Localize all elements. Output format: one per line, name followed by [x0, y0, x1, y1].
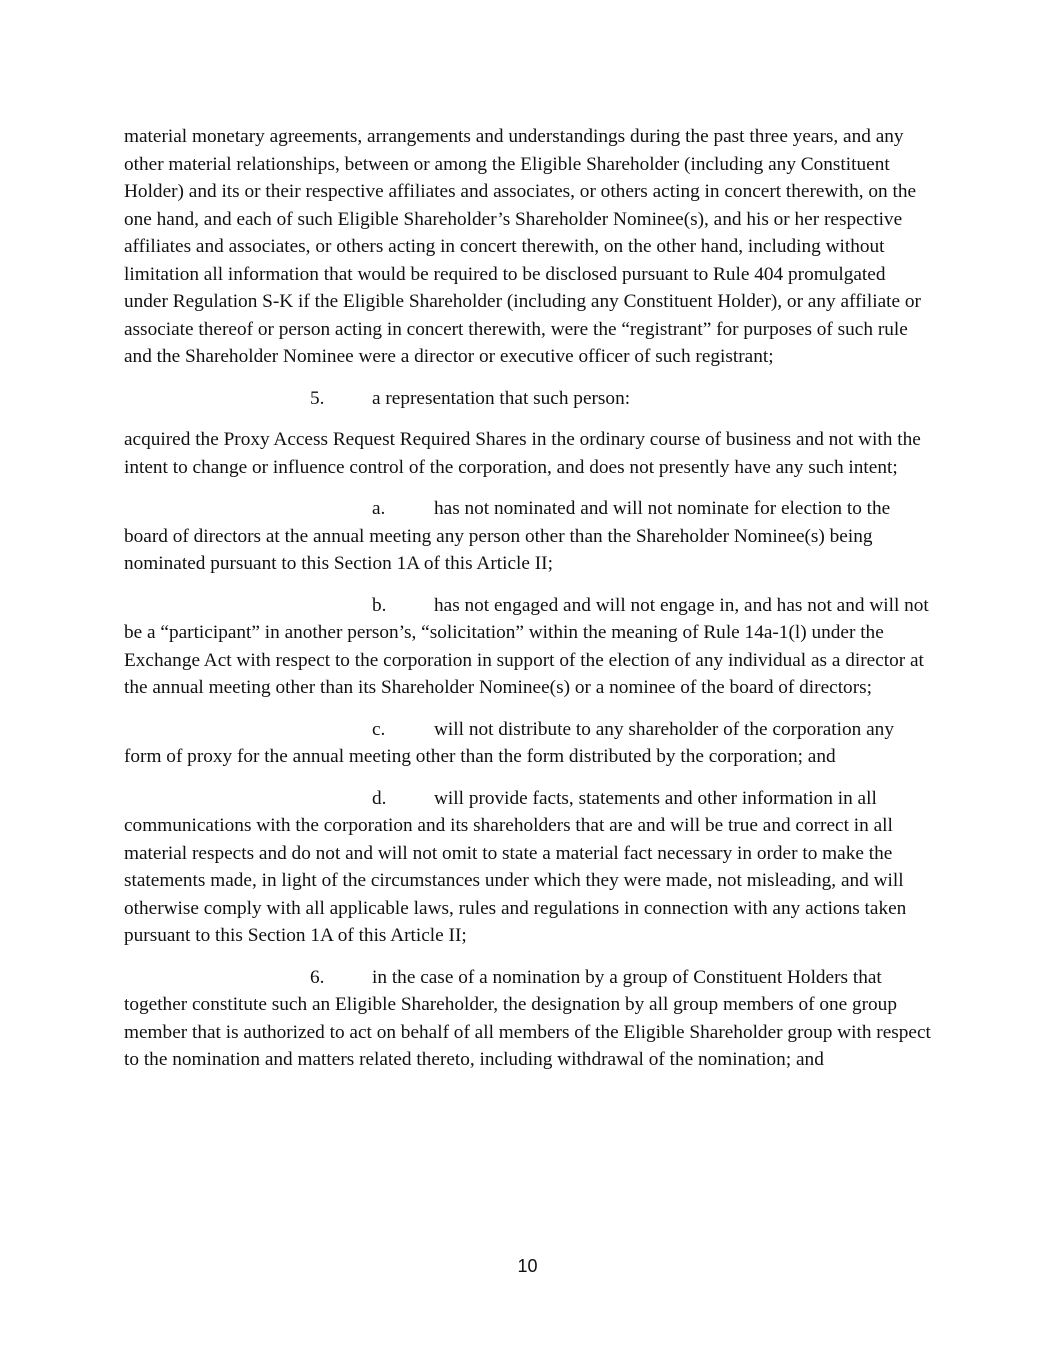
list-text-a: has not nominated and will not nominate for election to the board of directors at the annual meeting any person other than the Shareholder Nominee(s) being nominated pursuant to this Section 1A of this Article II;	[124, 498, 891, 574]
paragraph-acquired: acquired the Proxy Access Request Required Shares in the ordinary course of business and not with the intent to change or influence control of the corporation, and does not presently have any such intent;	[124, 429, 921, 478]
list-number-6: 6.	[310, 966, 325, 988]
list-text-c: will not distribute to any shareholder of the corporation any form of proxy for the annual meeting other than the form distributed by the corporation; and	[124, 718, 894, 767]
list-item-a	[124, 495, 934, 578]
document-page	[124, 123, 934, 1088]
list-item-d	[124, 785, 934, 950]
page-number: 10	[517, 1256, 538, 1276]
list-text-5: a representation that such person:	[372, 387, 631, 409]
list-number-c: c.	[372, 718, 386, 740]
list-number-5: 5.	[310, 387, 325, 409]
list-item-6	[124, 964, 934, 1074]
list-text-b: has not engaged and will not engage in, and has not and will not be a “participant” in another person’s, “solicitation” within the meaning of Rule 14a-1(l) under the Exchange Act with respect to the corporation in support of the election of any individual as a director at the annual meeting other than its Shareholder Nominee(s) or a nominee of the board of directors;	[124, 594, 929, 698]
list-item-c	[124, 716, 934, 771]
list-item-5	[124, 385, 934, 413]
list-item-b	[124, 592, 934, 702]
list-number-b: b.	[372, 594, 387, 616]
list-number-d: d.	[372, 787, 387, 809]
paragraph-opening: material monetary agreements, arrangements and understandings during the past three years, and any other material relationships, between or among the Eligible Shareholder (including any Constituent Holder) and its or their respective affiliates and associates, or others acting in concert therewith, on the one hand, and each of such Eligible Shareholder’s Shareholder Nominee(s), and his or her respective affiliates and associates, or others acting in concert therewith, on the other hand, including without limitation all information that would be required to be disclosed pursuant to Rule 404 promulgated under Regulation S-K if the Eligible Shareholder (including any Constituent Holder), or any affiliate or associate thereof or person acting in concert therewith, were the “registrant” for purposes of such rule and the Shareholder Nominee were a director or executive officer of such registrant;	[124, 126, 921, 367]
list-text-d: will provide facts, statements and other information in all communications with the corporation and its shareholders that are and will be true and correct in all material respects and do not and will not omit to state a material fact necessary in order to make the statements made, in light of the circumstances under which they were made, not misleading, and will otherwise comply with all applicable laws, rules and regulations in connection with any actions taken pursuant to this Section 1A of this Article II;	[124, 787, 907, 946]
list-number-a: a.	[372, 498, 386, 519]
list-text-6: in the case of a nomination by a group of Constituent Holders that together constitute such an Eligible Shareholder, the designation by all group members of one group member that is authorized to act on behalf of all members of the Eligible Shareholder group with respect to the nomination and matters related thereto, including withdrawal of the nomination; and	[124, 966, 931, 1070]
